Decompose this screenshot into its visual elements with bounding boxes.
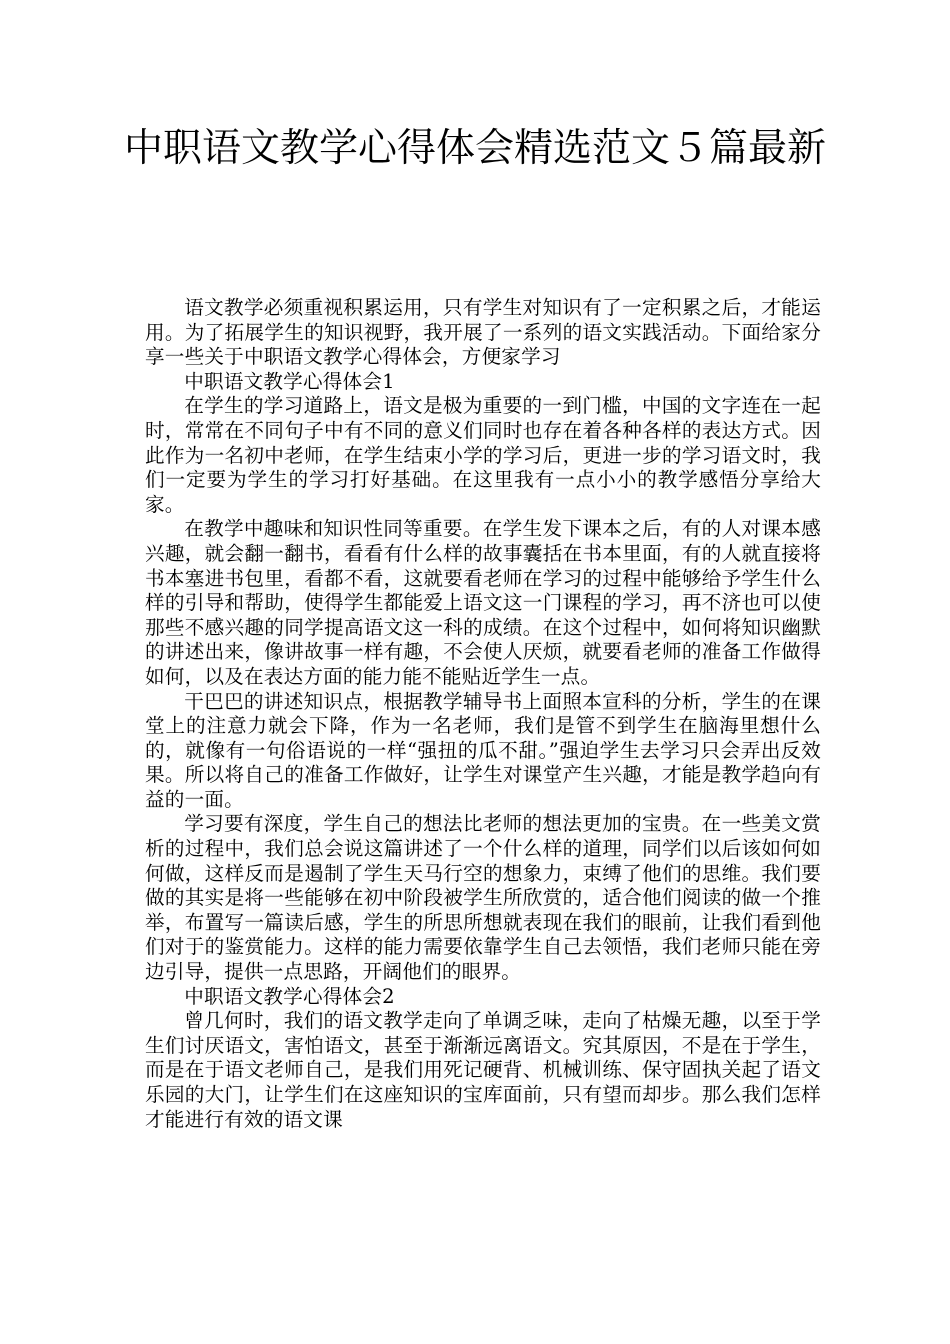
body-paragraph: 曾几何时，我们的语文教学走向了单调乏味，走向了枯燥无趣，以至于学生们讨厌语文，害怕语文，甚至于渐渐远离语文。究其原因，不是在于学生，而是在于语文老师自己，是我们用死记硬背、机械训练、保守固执关起了语文乐园的大门，让学生们在这座知识的宝库面前，只有望而却步。那么我们怎样才能进行有效的语文课: [145, 1009, 821, 1131]
body-paragraph: 在教学中趣味和知识性同等重要。在学生发下课本之后，有的人对课本感兴趣，就会翻一翻书，看看有什么样的故事囊括在书本里面，有的人就直接将书本塞进书包里，看都不看，这就要看老师在学习的过程中能够给予学生什么样的引导和帮助，使得学生都能爱上语文这一门课程的学习，再不济也可以使那些不感兴趣的同学提高语文这一科的成绩。在这个过程中，如何将知识幽默的讲述出来，像讲故事一样有趣，不会使人厌烦，就要看老师的准备工作做得如何，以及在表达方面的能力能不能贴近学生一点。: [145, 517, 821, 688]
intro-paragraph: 语文教学必须重视积累运用，只有学生对知识有了一定积累之后，才能运用。为了拓展学生的知识视野，我开展了一系列的语文实践活动。下面给家分享一些关于中职语文教学心得体会，方便家学习: [145, 296, 821, 369]
document-title: 中职语文教学心得体会精选范文５篇最新: [123, 126, 826, 171]
section-heading-1: 中职语文教学心得体会1: [184, 369, 395, 393]
section-heading-2: 中职语文教学心得体会2: [184, 984, 395, 1008]
body-paragraph: 干巴巴的讲述知识点，根据教学辅导书上面照本宣科的分析，学生的在课堂上的注意力就会下降，作为一名老师，我们是管不到学生在脑海里想什么的，就像有一句俗语说的一样“强扭的瓜不甜。”强迫学生去学习只会弄出反效果。所以将自己的准备工作做好，让学生对课堂产生兴趣，才能是教学趋向有益的一面。: [145, 689, 821, 811]
body-paragraph: 学习要有深度，学生自己的想法比老师的想法更加的宝贵。在一些美文赏析的过程中，我们总会说这篇讲述了一个什么样的道理，同学们以后该如何如何做，这样反而是遏制了学生天马行空的想象力，束缚了他们的思维。我们要做的其实是将一些能够在初中阶段被学生所欣赏的，适合他们阅读的做一个推举，布置写一篇读后感，学生的所思所想就表现在我们的眼前，让我们看到他们对于的鉴赏能力。这样的能力需要依靠学生自己去领悟，我们老师只能在旁边引导，提供一点思路，开阔他们的眼界。: [145, 812, 821, 984]
document-body: [145, 296, 821, 1132]
body-paragraph: 在学生的学习道路上，语文是极为重要的一到门槛，中国的文字连在一起时，常常在不同句子中有不同的意义们同时也存在着各种各样的表达方式。因此作为一名初中老师，在学生结束小学的学习后，更进一步的学习语文时，我们一定要为学生的学习打好基础。在这里我有一点小小的教学感悟分享给大家。: [145, 394, 821, 516]
